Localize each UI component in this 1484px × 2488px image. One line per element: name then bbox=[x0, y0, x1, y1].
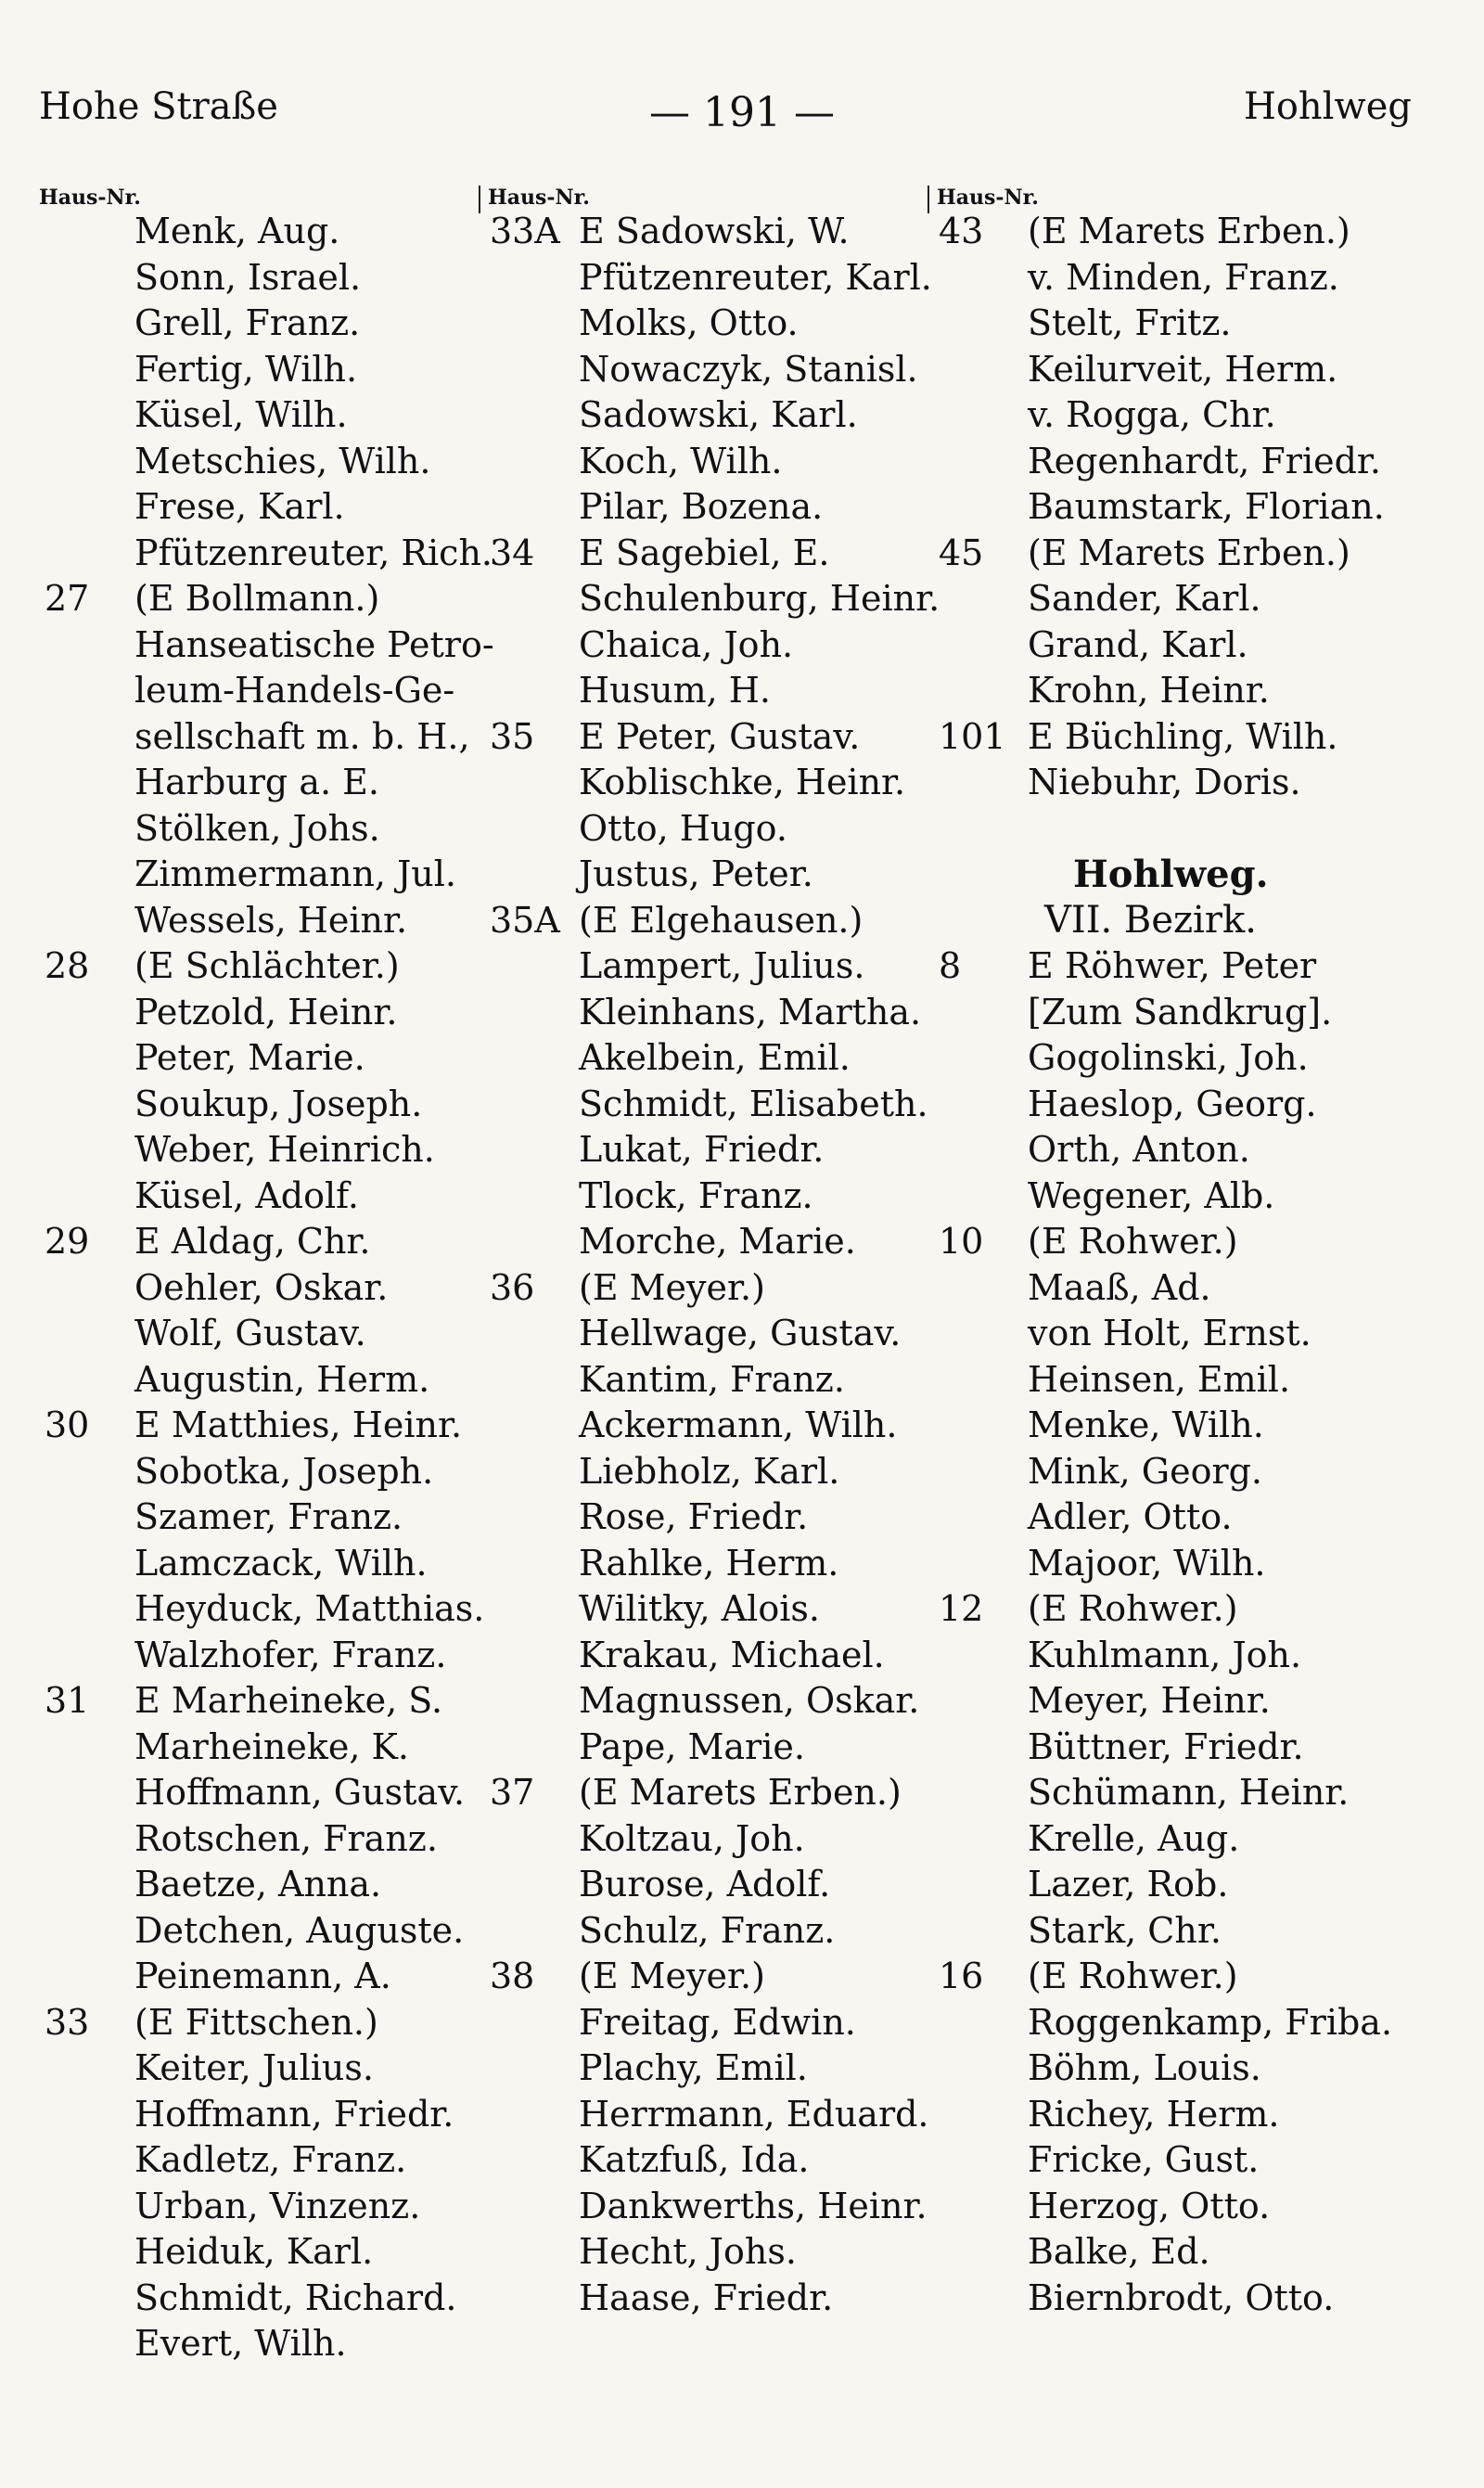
resident-name: E Matthies, Heinr. bbox=[134, 1404, 463, 1445]
resident-name: Peinemann, A. bbox=[134, 1956, 391, 1996]
house-number: 33A bbox=[490, 211, 560, 251]
resident-name: (E Rohwer.) bbox=[1028, 1588, 1238, 1629]
resident-name: Stelt, Fritz. bbox=[1028, 302, 1232, 343]
resident-name: Lukat, Friedr. bbox=[579, 1129, 825, 1170]
resident-name: Morche, Marie. bbox=[579, 1221, 856, 1262]
house-number: 38 bbox=[490, 1956, 535, 1996]
resident-name: Grell, Franz. bbox=[134, 302, 361, 343]
resident-name: Justus, Peter. bbox=[579, 853, 813, 894]
directory-entry bbox=[939, 1954, 1269, 2000]
resident-name: (E Marets Erben.) bbox=[1028, 211, 1350, 251]
house-number: 27 bbox=[45, 578, 90, 619]
hausnr-label-col3: Haus-Nr. bbox=[937, 186, 1039, 210]
resident-name: (E Schlächter.) bbox=[134, 945, 400, 986]
resident-name: Akelbein, Emil. bbox=[579, 1037, 851, 1078]
resident-name: Hoffmann, Friedr. bbox=[134, 2093, 454, 2135]
resident-name: E Büchling, Wilh. bbox=[1028, 715, 1338, 757]
resident-name: v. Minden, Franz. bbox=[1028, 256, 1339, 298]
resident-name: Sadowski, Karl. bbox=[579, 394, 858, 435]
directory-entry bbox=[939, 2046, 1269, 2092]
resident-name: Metschies, Wilh. bbox=[134, 440, 431, 481]
resident-name: Wessels, Heinr. bbox=[134, 899, 408, 941]
resident-name: (E Marets Erben.) bbox=[579, 1772, 902, 1813]
resident-name: von Holt, Ernst. bbox=[1028, 1313, 1311, 1353]
directory-entry bbox=[939, 301, 1269, 347]
resident-name: Maaß, Ad. bbox=[1028, 1266, 1211, 1308]
directory-entry bbox=[939, 1816, 1269, 1863]
hausnr-label-col1: Haus-Nr. bbox=[39, 186, 141, 210]
resident-name: Gogolinski, Joh. bbox=[1028, 1037, 1309, 1078]
resident-name: Molks, Otto. bbox=[579, 302, 799, 343]
resident-name: Chaica, Joh. bbox=[579, 623, 794, 665]
directory-entry bbox=[939, 714, 1338, 761]
resident-name: Orth, Anton. bbox=[1028, 1129, 1250, 1170]
directory-entry bbox=[939, 392, 1276, 439]
resident-name: Schulenburg, Heinr. bbox=[579, 578, 940, 619]
resident-name: Plachy, Emil. bbox=[579, 2047, 808, 2088]
directory-entry bbox=[939, 1357, 1291, 1404]
resident-name: leum-Handels-Ge- bbox=[134, 670, 455, 711]
resident-name: Augustin, Herm. bbox=[134, 1358, 430, 1400]
resident-name: sellschaft m. b. H., bbox=[134, 715, 470, 757]
column-divider bbox=[928, 186, 929, 213]
directory-entry bbox=[939, 1035, 1309, 1082]
resident-name: Frese, Karl. bbox=[134, 486, 345, 527]
house-number: 8 bbox=[939, 945, 962, 986]
house-number: 43 bbox=[939, 211, 984, 251]
resident-name: Walzhofer, Franz. bbox=[134, 1634, 447, 1675]
resident-name: (E Meyer.) bbox=[579, 1956, 765, 1996]
running-head-left: Hohe Straße bbox=[39, 85, 278, 128]
house-number: 35 bbox=[490, 715, 535, 757]
resident-name: Böhm, Louis. bbox=[1028, 2047, 1261, 2088]
resident-name: Wegener, Alb. bbox=[1028, 1174, 1275, 1216]
resident-name: Koltzau, Joh. bbox=[579, 1817, 805, 1859]
resident-name: E Röhwer, Peter bbox=[1028, 945, 1317, 986]
resident-name: Biernbrodt, Otto. bbox=[1028, 2276, 1335, 2318]
resident-name: Schmidt, Richard. bbox=[134, 2276, 457, 2318]
directory-entry bbox=[939, 2276, 1335, 2322]
directory-entry bbox=[939, 1908, 1269, 1955]
resident-name: Wilitky, Alois. bbox=[579, 1588, 820, 1629]
directory-entry bbox=[939, 668, 1269, 714]
resident-name: Grand, Karl. bbox=[1028, 623, 1248, 665]
resident-name: Baetze, Anna. bbox=[134, 1864, 382, 1904]
directory-entry bbox=[939, 531, 1350, 577]
resident-name: Küsel, Adolf. bbox=[134, 1174, 359, 1216]
directory-entry bbox=[939, 209, 1350, 255]
resident-name: Koblischke, Heinr. bbox=[579, 762, 906, 802]
resident-name: Fertig, Wilh. bbox=[134, 348, 358, 390]
house-number: 10 bbox=[939, 1221, 984, 1262]
resident-name: (E Fittschen.) bbox=[134, 2001, 378, 2043]
resident-name: Kleinhans, Martha. bbox=[579, 991, 922, 1032]
resident-name: Meyer, Heinr. bbox=[1028, 1680, 1271, 1721]
directory-entry bbox=[939, 1219, 1269, 1265]
resident-name: Sobotka, Joseph. bbox=[134, 1450, 434, 1492]
resident-name: Burose, Adolf. bbox=[579, 1864, 831, 1904]
directory-entry bbox=[939, 439, 1382, 485]
resident-name: Krelle, Aug. bbox=[1028, 1817, 1240, 1859]
resident-name: Schmidt, Elisabeth. bbox=[579, 1083, 928, 1124]
resident-name: Peter, Marie. bbox=[134, 1037, 365, 1078]
resident-name: (E Rohwer.) bbox=[1028, 1221, 1238, 1262]
directory-entry bbox=[939, 2184, 1269, 2230]
resident-name: Küsel, Wilh. bbox=[134, 394, 348, 435]
resident-name: Menk, Aug. bbox=[134, 211, 340, 251]
resident-name: (E Elgehausen.) bbox=[579, 899, 864, 941]
directory-entry bbox=[939, 1586, 1269, 1633]
resident-name: E Marheineke, S. bbox=[134, 1680, 443, 1721]
resident-name: Keiter, Julius. bbox=[134, 2047, 374, 2088]
column-3 bbox=[939, 209, 1393, 2321]
resident-name: Sander, Karl. bbox=[1028, 578, 1261, 619]
resident-name: (E Bollmann.) bbox=[134, 578, 380, 619]
resident-name: Hoffmann, Gustav. bbox=[134, 1772, 466, 1813]
resident-name: Sonn, Israel. bbox=[134, 256, 362, 298]
resident-name: v. Rogga, Chr. bbox=[1028, 394, 1276, 435]
resident-name: (E Rohwer.) bbox=[1028, 1956, 1238, 1996]
directory-entry bbox=[939, 1633, 1302, 1679]
resident-name: Tlock, Franz. bbox=[579, 1174, 813, 1216]
resident-name: Evert, Wilh. bbox=[134, 2323, 347, 2364]
directory-entry bbox=[939, 1082, 1317, 1128]
resident-name: Haeslop, Georg. bbox=[1028, 1083, 1317, 1124]
resident-name: Pfützenreuter, Karl. bbox=[579, 256, 932, 298]
resident-name: Zimmermann, Jul. bbox=[134, 853, 457, 894]
directory-entry bbox=[939, 2229, 1269, 2276]
directory-entry bbox=[939, 484, 1385, 531]
resident-name: Petzold, Heinr. bbox=[134, 991, 398, 1032]
resident-name: Niebuhr, Doris. bbox=[1028, 762, 1301, 802]
resident-name: Otto, Hugo. bbox=[579, 807, 787, 849]
resident-name: Krohn, Heinr. bbox=[1028, 670, 1270, 711]
directory-entry bbox=[939, 760, 1301, 806]
street-heading: Hohlweg. bbox=[1073, 853, 1269, 896]
resident-name: Heiduk, Karl. bbox=[134, 2231, 374, 2272]
page-number: — 191 — bbox=[649, 89, 835, 136]
directory-entry bbox=[939, 2092, 1280, 2138]
directory-entry bbox=[939, 1265, 1269, 1312]
directory-entry bbox=[939, 347, 1338, 393]
house-number: 29 bbox=[45, 1221, 90, 1262]
resident-name: Hecht, Johs. bbox=[579, 2231, 797, 2272]
directory-entry bbox=[939, 255, 1339, 301]
resident-name: Regenhardt, Friedr. bbox=[1028, 440, 1382, 481]
resident-name: Haase, Friedr. bbox=[579, 2276, 834, 2318]
house-number: 30 bbox=[45, 1404, 90, 1445]
directory-entry bbox=[939, 1770, 1350, 1816]
directory-entry bbox=[939, 1311, 1311, 1357]
resident-name: Katzfuß, Ida. bbox=[579, 2139, 810, 2180]
resident-name: Soukup, Joseph. bbox=[134, 1083, 423, 1124]
resident-name: Rose, Friedr. bbox=[579, 1496, 809, 1537]
resident-name: Schulz, Franz. bbox=[579, 1909, 836, 1951]
directory-entry bbox=[939, 1862, 1269, 1908]
house-number: 37 bbox=[490, 1772, 535, 1813]
directory-entry bbox=[939, 2137, 1269, 2184]
resident-name: Roggenkamp, Friba. bbox=[1028, 2001, 1393, 2043]
resident-name: Keilurveit, Herm. bbox=[1028, 348, 1338, 390]
directory-entry bbox=[939, 1494, 1269, 1541]
directory-entry bbox=[939, 1678, 1269, 1725]
directory-entry bbox=[939, 622, 1269, 669]
resident-name: Balke, Ed. bbox=[1028, 2231, 1210, 2272]
resident-name: E Sagebiel, E. bbox=[579, 532, 830, 573]
resident-name: E Sadowski, W. bbox=[579, 211, 850, 251]
house-number: 34 bbox=[490, 532, 535, 573]
resident-name: Kadletz, Franz. bbox=[134, 2139, 407, 2180]
resident-name: Urban, Vinzenz. bbox=[134, 2185, 421, 2226]
house-number: 12 bbox=[939, 1588, 984, 1629]
house-number: 31 bbox=[45, 1680, 90, 1721]
house-number: 101 bbox=[939, 715, 1006, 757]
resident-name: Hellwage, Gustav. bbox=[579, 1313, 902, 1353]
house-number: 16 bbox=[939, 1956, 984, 1996]
column-divider bbox=[479, 186, 480, 213]
resident-name: Harburg a. E. bbox=[134, 762, 379, 802]
resident-name: Ackermann, Wilh. bbox=[579, 1404, 898, 1445]
house-number: 45 bbox=[939, 532, 984, 573]
directory-entry bbox=[939, 1541, 1269, 1587]
resident-name: Koch, Wilh. bbox=[579, 440, 783, 481]
resident-name: Krakau, Michael. bbox=[579, 1634, 885, 1675]
resident-name: Kantim, Franz. bbox=[579, 1358, 845, 1400]
resident-name: Freitag, Edwin. bbox=[579, 2001, 856, 2043]
resident-name: Lamczack, Wilh. bbox=[134, 1542, 428, 1584]
resident-name: Detchen, Auguste. bbox=[134, 1909, 465, 1951]
resident-name: Szamer, Franz. bbox=[134, 1496, 403, 1537]
resident-name: Baumstark, Florian. bbox=[1028, 486, 1385, 527]
house-number: 28 bbox=[45, 945, 90, 986]
resident-name: Herrmann, Eduard. bbox=[579, 2093, 929, 2135]
resident-name: Schümann, Heinr. bbox=[1028, 1772, 1350, 1813]
resident-name: [Zum Sandkrug]. bbox=[1028, 991, 1333, 1032]
house-number: 33 bbox=[45, 2001, 90, 2043]
resident-name: Heyduck, Matthias. bbox=[134, 1588, 485, 1629]
resident-name: Weber, Heinrich. bbox=[134, 1129, 435, 1170]
resident-name: Lazer, Rob. bbox=[1028, 1864, 1229, 1904]
spacer bbox=[939, 806, 1269, 853]
resident-name: Lampert, Julius. bbox=[579, 945, 865, 986]
resident-name: Marheineke, K. bbox=[134, 1725, 409, 1767]
resident-name: Nowaczyk, Stanisl. bbox=[579, 348, 918, 390]
resident-name: Büttner, Friedr. bbox=[1028, 1725, 1304, 1767]
resident-name: Hanseatische Petro- bbox=[134, 623, 494, 665]
resident-name: Rotschen, Franz. bbox=[134, 1817, 438, 1859]
resident-name: (E Meyer.) bbox=[579, 1266, 765, 1308]
resident-name: Stark, Chr. bbox=[1028, 1909, 1222, 1951]
resident-name: Kuhlmann, Joh. bbox=[1028, 1634, 1302, 1675]
house-number: 36 bbox=[490, 1266, 535, 1308]
directory-entry bbox=[939, 943, 1317, 990]
running-head-right: Hohlweg bbox=[1243, 85, 1412, 128]
resident-name: E Peter, Gustav. bbox=[579, 715, 861, 757]
directory-entry bbox=[939, 2000, 1393, 2046]
resident-name: Pilar, Bozena. bbox=[579, 486, 824, 527]
directory-entry bbox=[939, 990, 1333, 1036]
directory-entry bbox=[939, 1173, 1275, 1220]
resident-name: (E Marets Erben.) bbox=[1028, 532, 1350, 573]
resident-name: Herzog, Otto. bbox=[1028, 2185, 1271, 2226]
resident-name: Fricke, Gust. bbox=[1028, 2139, 1260, 2180]
directory-entry bbox=[939, 576, 1269, 622]
resident-name: Pfützenreuter, Rich. bbox=[134, 532, 493, 573]
directory-entry bbox=[939, 1449, 1269, 1495]
resident-name: E Aldag, Chr. bbox=[134, 1221, 371, 1262]
resident-name: Menke, Wilh. bbox=[1028, 1404, 1264, 1445]
resident-name: Adler, Otto. bbox=[1028, 1496, 1233, 1537]
directory-entry bbox=[939, 1127, 1269, 1173]
resident-name: Magnussen, Oskar. bbox=[579, 1680, 920, 1721]
resident-name: Majoor, Wilh. bbox=[1028, 1542, 1266, 1584]
directory-entry bbox=[939, 1725, 1304, 1771]
resident-name: Liebholz, Karl. bbox=[579, 1450, 840, 1492]
resident-name: Dankwerths, Heinr. bbox=[579, 2185, 928, 2226]
resident-name: Rahlke, Herm. bbox=[579, 1542, 839, 1584]
resident-name: Richey, Herm. bbox=[1028, 2093, 1280, 2135]
resident-name: Oehler, Oskar. bbox=[134, 1266, 389, 1308]
resident-name: Pape, Marie. bbox=[579, 1725, 805, 1767]
directory-entry bbox=[939, 1403, 1269, 1449]
hausnr-label-col2: Haus-Nr. bbox=[488, 186, 590, 210]
house-number: 35A bbox=[490, 899, 560, 941]
resident-name: Wolf, Gustav. bbox=[134, 1313, 366, 1353]
district-heading: VII. Bezirk. bbox=[1044, 898, 1257, 942]
resident-name: Stölken, Johs. bbox=[134, 807, 380, 849]
resident-name: Mink, Georg. bbox=[1028, 1450, 1263, 1492]
resident-name: Husum, H. bbox=[579, 670, 771, 711]
resident-name: Heinsen, Emil. bbox=[1028, 1358, 1291, 1400]
